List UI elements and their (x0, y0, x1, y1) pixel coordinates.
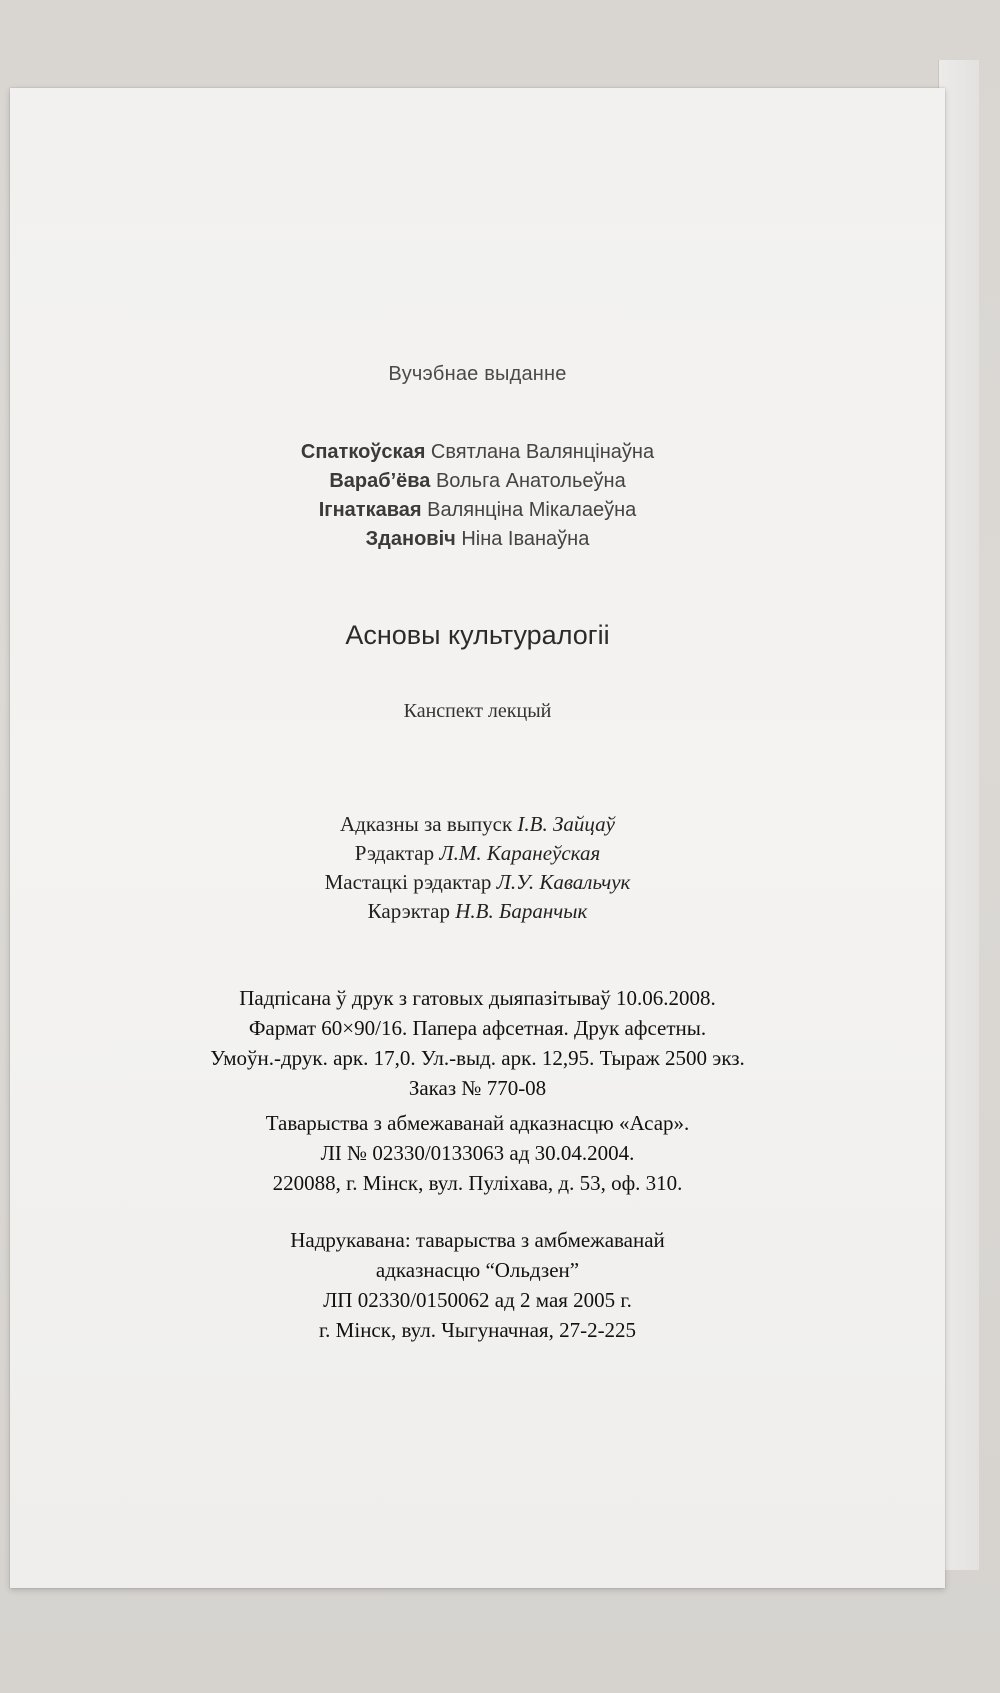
authors-list (10, 438, 945, 554)
author-line (10, 467, 945, 496)
credit-name: Н.В. Баранчык (455, 899, 588, 923)
author-given-name: Валянціна Мікалаеўна (427, 499, 637, 521)
credit-name: Л.М. Каранеўская (439, 841, 601, 865)
publisher-line: ЛІ № 02330/0133063 ад 30.04.2004. (320, 1141, 635, 1165)
publication-type-text: Вучэбнае выданне (388, 363, 567, 385)
publisher-info (10, 1108, 945, 1198)
author-surname: Ігнаткавая (318, 499, 422, 521)
author-given-name: Вольга Анатольеўна (435, 470, 626, 492)
print-info-line: Падпісана ў друк з гатовых дыяпазітываў 10.06.2008. (239, 986, 716, 1010)
order-number: Заказ № 770-08 (408, 1076, 547, 1100)
printer-info (10, 1225, 945, 1345)
printer-line: ЛП 02330/0150062 ад 2 мая 2005 г. (323, 1288, 632, 1312)
author-surname: Здановіч (365, 528, 456, 550)
credit-role: Карэктар (367, 899, 450, 923)
author-surname: Спаткоўская (300, 441, 426, 463)
credit-name: І.В. Зайцаў (517, 812, 615, 836)
book-subtitle-text: Канспект лекцый (403, 700, 552, 722)
book-title-text: Асновы культуралогіі (345, 620, 610, 650)
print-info-line: Умоўн.-друк. арк. 17,0. Ул.-выд. арк. 12,95. Тыраж 2500 экз. (210, 1046, 745, 1070)
credit-role: Мастацкі рэдактар (324, 870, 492, 894)
credit-name: Л.У. Кавальчук (496, 870, 631, 894)
credits-list (10, 810, 945, 926)
credit-role: Адказны за выпуск (340, 812, 513, 836)
print-info (10, 983, 945, 1103)
book-title (10, 620, 945, 651)
author-line (10, 525, 945, 554)
author-given-name: Ніна Іванаўна (461, 528, 590, 550)
author-line (10, 496, 945, 525)
book-page (10, 88, 945, 1588)
author-line (10, 438, 945, 467)
publisher-line: 220088, г. Мінск, вул. Пуліхава, д. 53, оф. 310. (272, 1171, 683, 1195)
credit-line (10, 897, 945, 926)
credit-line (10, 810, 945, 839)
credit-line (10, 839, 945, 868)
author-given-name: Святлана Валянцінаўна (430, 441, 655, 463)
publisher-line: Таварыства з абмежаванай адказнасцю «Асар». (265, 1111, 690, 1135)
author-surname: Вараб’ёва (329, 470, 431, 492)
credit-role: Рэдактар (354, 841, 435, 865)
printer-line: Надрукавана: таварыства з амбмежаванай (290, 1228, 665, 1252)
printer-line: адказнасцю “Ольдзен” (375, 1258, 580, 1282)
book-subtitle (10, 700, 945, 723)
credit-line (10, 868, 945, 897)
publication-type (10, 363, 945, 386)
print-info-line: Фармат 60×90/16. Папера афсетная. Друк афсетны. (248, 1016, 707, 1040)
printer-line: г. Мінск, вул. Чыгуначная, 27-2-225 (318, 1318, 637, 1342)
